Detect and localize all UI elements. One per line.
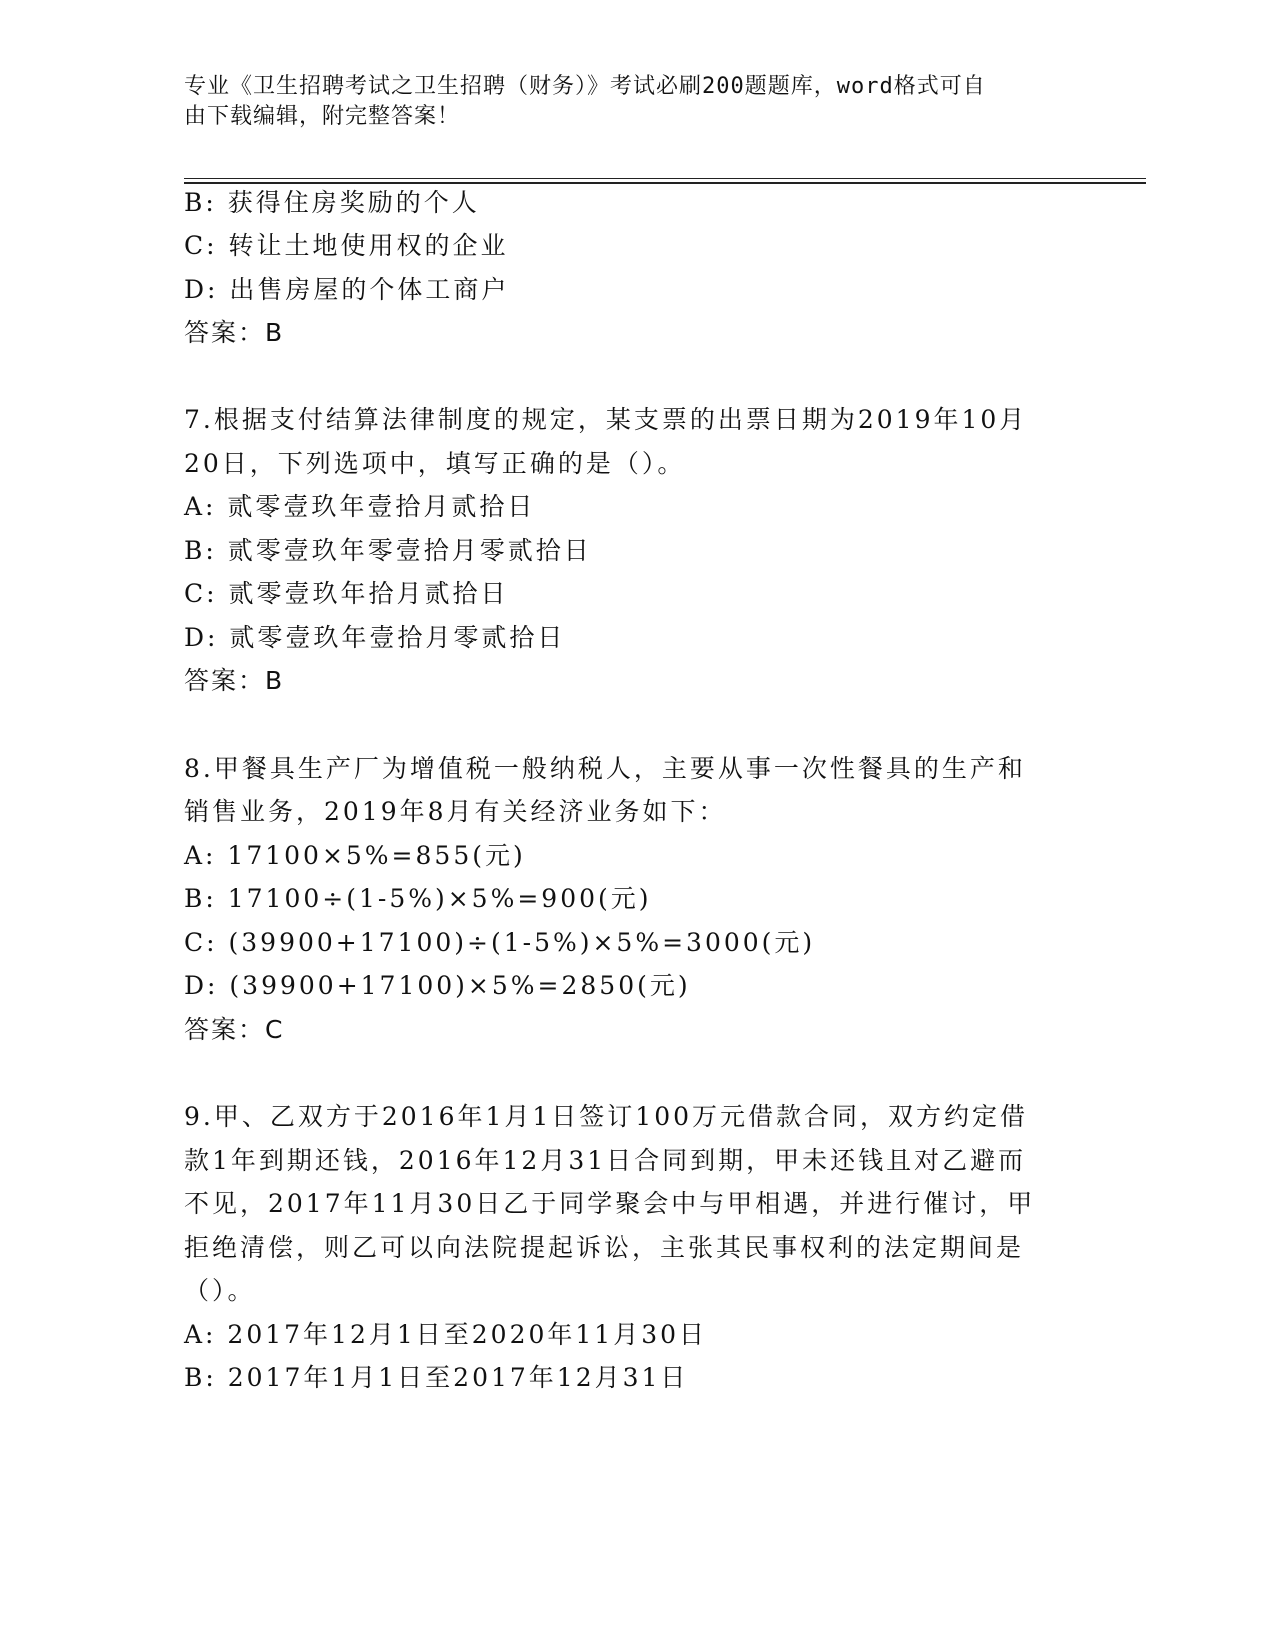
q9-stem-line-1: 9.甲、乙双方于2016年1月1日签订100万元借款合同，双方约定借 (184, 1102, 1029, 1131)
q8-stem-line-2: 销售业务，2019年8月有关经济业务如下： (184, 797, 727, 826)
q8-option-b: B: 17100÷(1-5%)×5%=900(元) (184, 884, 652, 913)
q9-stem-line-3: 不见，2017年11月30日乙于同学聚会中与甲相遇，并进行催讨，甲 (184, 1189, 1036, 1218)
q7-option-b: B: 贰零壹玖年零壹拾月零贰拾日 (184, 536, 592, 565)
q9-option-a: A: 2017年12月1日至2020年11月30日 (184, 1320, 708, 1349)
header-line-2: 由下载编辑，附完整答案！ (184, 104, 461, 129)
q8-option-a: A: 17100×5%=855(元) (184, 841, 526, 870)
q8-answer: 答案：C (184, 1015, 285, 1044)
document-header (184, 72, 1064, 132)
q7-option-c: C: 贰零壹玖年拾月贰拾日 (184, 579, 509, 608)
q7-answer: 答案：B (184, 666, 285, 695)
q6-option-d: D: 出售房屋的个体工商户 (184, 275, 510, 304)
header-line-1: 专业《卫生招聘考试之卫生招聘（财务）》考试必刷200题题库，word格式可自 (184, 74, 986, 99)
q7-option-d: D: 贰零壹玖年壹拾月零贰拾日 (184, 623, 566, 652)
q6-option-b: B: 获得住房奖励的个人 (184, 188, 480, 217)
q7-option-a: A: 贰零壹玖年壹拾月贰拾日 (184, 492, 536, 521)
q6-answer: 答案：B (184, 318, 285, 347)
q7-stem-line-2: 20日，下列选项中，填写正确的是（）。 (184, 449, 686, 478)
q7-stem-line-1: 7.根据支付结算法律制度的规定，某支票的出票日期为2019年10月 (184, 405, 1028, 434)
q9-stem-line-2: 款1年到期还钱，2016年12月31日合同到期，甲未还钱且对乙避而 (184, 1146, 1027, 1175)
q6-option-c: C: 转让土地使用权的企业 (184, 231, 509, 260)
q9-option-b: B: 2017年1月1日至2017年12月31日 (184, 1363, 689, 1392)
header-divider-thick (184, 182, 1146, 184)
q9-stem-line-4: 拒绝清偿，则乙可以向法院提起诉讼，主张其民事权利的法定期间是 (184, 1233, 1025, 1262)
header-divider-thin (184, 178, 1146, 179)
q8-option-d: D: (39900+17100)×5%=2850(元) (184, 971, 691, 1000)
q8-option-c: C: (39900+17100)÷(1-5%)×5%=3000(元) (184, 928, 816, 957)
q9-stem-line-5: （）。 (184, 1276, 256, 1305)
q8-stem-line-1: 8.甲餐具生产厂为增值税一般纳税人，主要从事一次性餐具的生产和 (184, 754, 1026, 783)
